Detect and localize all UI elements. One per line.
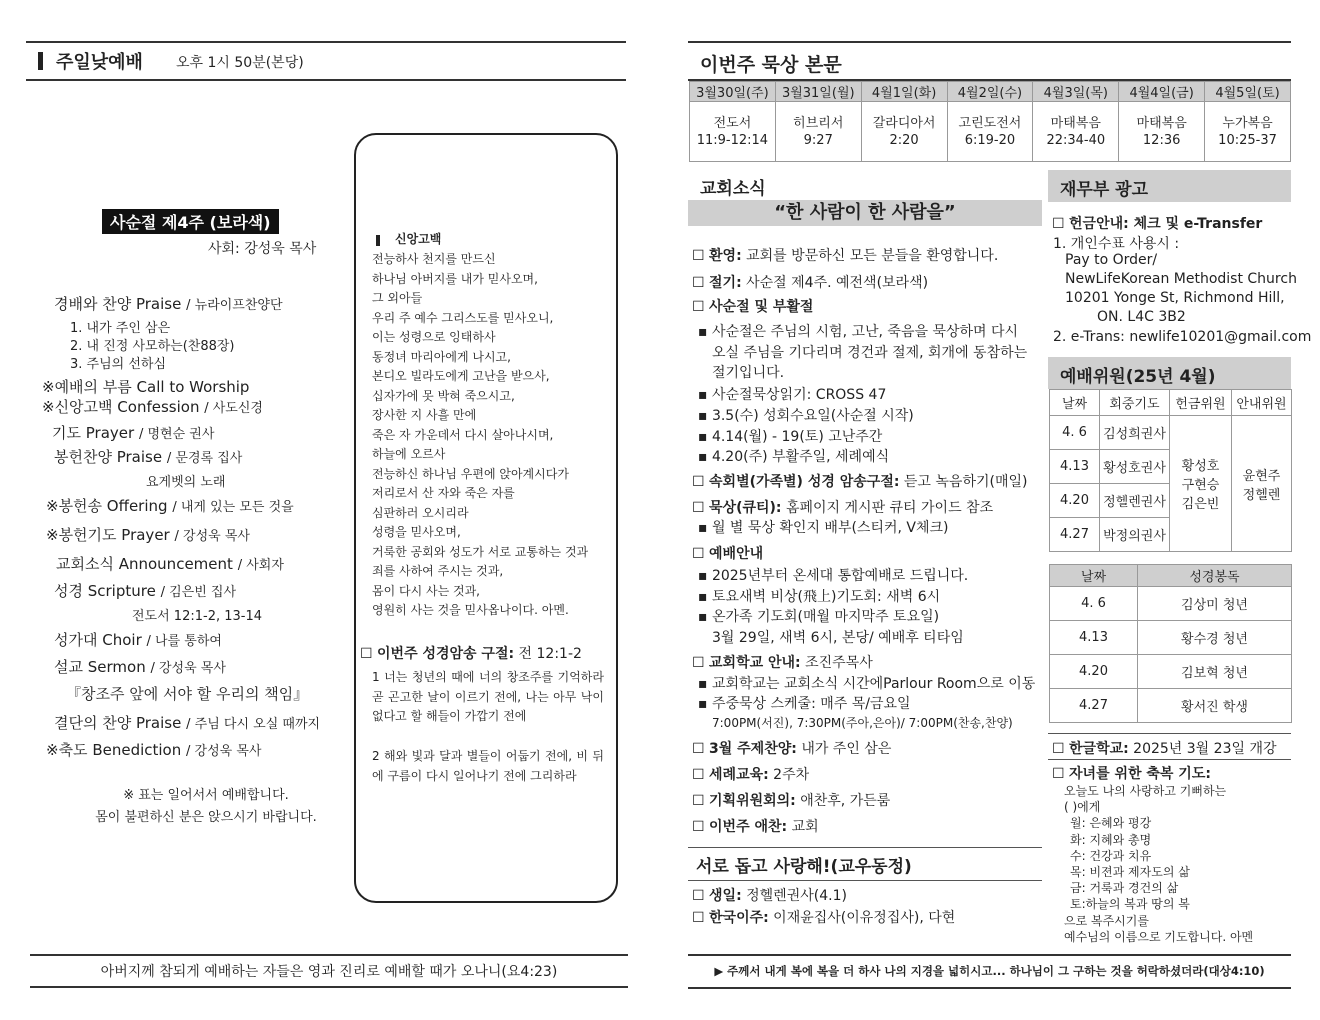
qt-item: ▪ 월 별 묵상 확인지 배부(스티커, V체크) bbox=[698, 520, 949, 536]
korean-rule bbox=[1048, 733, 1291, 734]
bless-text bbox=[1064, 783, 1288, 945]
order-benediction: ※축도 Benediction / 강성욱 목사 bbox=[46, 741, 262, 759]
devotion-day: 3월31일(월) bbox=[775, 82, 861, 102]
staff-head: 회중기도 bbox=[1100, 390, 1170, 416]
creed-line: 십자가에 못 박혀 죽으시고, bbox=[372, 388, 515, 403]
creed-line: 전능하사 천지를 만드신 bbox=[372, 252, 496, 266]
staff-date: 4. 6 bbox=[1050, 416, 1100, 450]
staff-prayer: 황성호권사 bbox=[1100, 450, 1170, 484]
memory-verse-2: 2 해와 빛과 달과 별들이 어둡기 전에, 비 뒤에 구름이 다시 일어나기 전에 그리하라 bbox=[372, 749, 604, 783]
news-cell: ☐ 속회별(가족별) 성경 암송구절: 듣고 녹음하기(매일) bbox=[692, 474, 1028, 490]
finance-line: 1. 개인수표 사용시 : bbox=[1053, 236, 1180, 252]
love-title: 서로 돕고 사랑해!(교우동정) bbox=[696, 857, 912, 877]
devotion-verse: 10:25-37 bbox=[1218, 132, 1277, 148]
bless-line: 으로 복주시기를 bbox=[1064, 913, 1149, 928]
reading-reader: 황서진 학생 bbox=[1138, 689, 1292, 723]
creed-line: 우리 주 예수 그리스도를 믿사오니, bbox=[372, 310, 554, 325]
creed-line: 장사한 지 사흘 만에 bbox=[372, 408, 477, 422]
devotion-passage bbox=[775, 102, 861, 162]
creed-text bbox=[372, 250, 612, 621]
creed-line: 성령을 믿사오며, bbox=[372, 525, 461, 539]
lent-item: ▪ 3.5(수) 성회수요일(사순절 시작) bbox=[698, 408, 914, 424]
finance-line: Pay to Order/ bbox=[1065, 252, 1158, 268]
order-offering: ※봉헌송 Offering / 내게 있는 모든 것을 bbox=[46, 497, 294, 515]
bless-line: 수: 건강과 치유 bbox=[1070, 848, 1152, 863]
creed-line: 죽은 자 가운데서 다시 살아나시며, bbox=[372, 427, 554, 442]
reading-date: 4. 6 bbox=[1050, 587, 1138, 621]
service-time: 오후 1시 50분(본당) bbox=[176, 55, 304, 71]
bless-line: 오늘도 나의 사랑하고 기뻐하는 bbox=[1064, 784, 1227, 798]
staff-head: 날짜 bbox=[1050, 390, 1100, 416]
left-footer: 아버지께 참되게 예배하는 자들은 영과 진리로 예배할 때가 오나니(요4:23) bbox=[100, 964, 558, 980]
creed-line: 전능하신 하나님 우편에 앉아계시다가 bbox=[372, 466, 569, 481]
reading-reader: 김보혁 청년 bbox=[1138, 655, 1292, 689]
finance-line: ON. L4C 3B2 bbox=[1097, 309, 1186, 325]
reading-head: 날짜 bbox=[1050, 565, 1138, 587]
staff-prayer: 정헬렌권사 bbox=[1100, 484, 1170, 518]
news-lent: ☐ 사순절 및 부활절 bbox=[692, 299, 814, 315]
devotion-verse: 11:9-12:14 bbox=[696, 132, 769, 148]
right-footer: ▶ 주께서 내게 복에 복을 더 하사 나의 지경을 넓히시고... 하나님이 그 구하는 것을 허락하셨더라(대상4:10) bbox=[714, 964, 1265, 978]
creed-title: 신앙고백 bbox=[395, 232, 442, 246]
news-baptism: ☐ 세례교육: 2주차 bbox=[692, 767, 810, 783]
bless-line: 예수님의 이름으로 기도합니다. 아멘 bbox=[1064, 929, 1254, 944]
title-rule bbox=[26, 79, 626, 81]
devotion-verse: 12:36 bbox=[1142, 132, 1181, 148]
devotion-verse: 6:19-20 bbox=[964, 132, 1016, 148]
praise-song: 2. 내 진정 사모하는(찬88장) bbox=[70, 339, 235, 354]
devotion-day: 4월4일(금) bbox=[1119, 82, 1205, 102]
worship-item: ▪ 토요새벽 비상(飛上)기도회: 새벽 6시 bbox=[698, 589, 941, 605]
order-choir: 성가대 Choir / 나를 통하여 bbox=[54, 631, 222, 649]
offering-cell: 황성호 구현승 김은빈 bbox=[1170, 416, 1232, 552]
staff-title: 예배위원(25년 4월) bbox=[1060, 367, 1216, 387]
order-confession: ※신앙고백 Confession / 사도신경 bbox=[42, 398, 263, 416]
footer-rule-bottom bbox=[30, 986, 628, 988]
bless-line: 목: 비젼과 제자도의 삶 bbox=[1070, 865, 1190, 880]
finance-offering: ☐ 헌금안내: 체크 및 e-Transfer bbox=[1052, 216, 1263, 232]
order-announcement: 교회소식 Announcement / 사회자 bbox=[56, 555, 284, 573]
order-call: ※예배의 부름 Call to Worship bbox=[42, 378, 250, 396]
lent-item-cont: 오실 주님을 기다리며 경건과 절제, 회개에 동참하는 bbox=[712, 345, 1028, 361]
devotion-passage bbox=[947, 102, 1033, 162]
reading-date: 4.27 bbox=[1050, 689, 1138, 723]
creed-line: 이는 성령으로 잉태하사 bbox=[372, 330, 496, 344]
school-item: ▪ 주중묵상 스케줄: 매주 목/금요일 bbox=[698, 696, 911, 712]
lent-item-cont: 절기입니다. bbox=[712, 365, 785, 381]
order-praise: 봉헌찬양 Praise / 문경록 집사 bbox=[54, 448, 243, 466]
news-season: ☐ 절기: 사순절 제4주. 예전색(보라색) bbox=[692, 275, 929, 291]
season-label: 사순절 제4주 (보라색) bbox=[102, 209, 279, 234]
news-planning: ☐ 기획위원회의: 애찬후, 가든룸 bbox=[692, 793, 891, 809]
bless-line: ( )에게 bbox=[1064, 800, 1101, 815]
news-qt: ☐ 묵상(큐티): 홈페이지 게시판 큐티 가이드 참조 bbox=[692, 500, 994, 516]
creed-line: 하늘에 오르사 bbox=[372, 447, 446, 461]
praise-song: 1. 내가 주인 삼은 bbox=[70, 321, 171, 336]
footer-rule-top bbox=[688, 954, 1291, 956]
creed-line: 하나님 아버지를 내가 믿사오며, bbox=[372, 271, 538, 286]
bless-line: 화: 지혜와 총명 bbox=[1070, 832, 1152, 847]
creed-line: 저리로서 산 자와 죽은 자를 bbox=[372, 486, 515, 500]
reading-head: 성경봉독 bbox=[1138, 565, 1292, 587]
usher-cell: 윤현주 정헬렌 bbox=[1232, 416, 1292, 552]
news-school: ☐ 교회학교 안내: 조진주목사 bbox=[692, 655, 873, 671]
bless-line: 토:하늘의 복과 땅의 복 bbox=[1070, 897, 1190, 912]
reading-table bbox=[1049, 564, 1292, 723]
creed-line: 본디오 빌라도에게 고난을 받으사, bbox=[372, 369, 550, 383]
creed-line: 영원히 사는 것을 믿사옵나이다. 아멘. bbox=[372, 603, 569, 617]
devotion-day: 3월30일(주) bbox=[690, 82, 776, 102]
devotion-book: 전도서 bbox=[713, 115, 752, 131]
devotion-verse: 22:34-40 bbox=[1046, 132, 1106, 148]
worship-item-cont: 3월 29일, 새벽 6시, 본당/ 예배후 티타임 bbox=[712, 630, 964, 646]
moving-korea: ☐ 한국이주: 이재윤집사(이유정집사), 다현 bbox=[692, 910, 956, 926]
devotion-table bbox=[689, 81, 1291, 162]
love-rule-bottom bbox=[688, 880, 1042, 881]
devotion-book: 히브리서 bbox=[793, 115, 844, 131]
reading-date: 4.20 bbox=[1050, 655, 1138, 689]
finance-line: NewLifeKorean Methodist Church bbox=[1065, 271, 1297, 287]
staff-table bbox=[1049, 389, 1292, 552]
order-prayer: 기도 Prayer / 명현순 권사 bbox=[52, 424, 215, 442]
devotion-passage bbox=[1205, 102, 1291, 162]
devotion-title: 이번주 묵상 본문 bbox=[700, 54, 842, 76]
sit-note: 몸이 불편하신 분은 앉으시기 바랍니다. bbox=[95, 810, 317, 825]
service-title: 주일낮예배 bbox=[56, 52, 143, 73]
staff-head: 헌금위원 bbox=[1170, 390, 1232, 416]
order-sermon: 설교 Sermon / 강성욱 목사 bbox=[54, 658, 226, 676]
creed-line: 심판하러 오시리라 bbox=[372, 505, 469, 520]
school-item-cont: 7:00PM(서진), 7:30PM(주아,은아)/ 7:00PM(찬송,찬양) bbox=[712, 716, 1013, 730]
creed-line: 죄를 사하여 주시는 것과, bbox=[372, 564, 504, 578]
lent-item: ▪ 사순절묵상읽기: CROSS 47 bbox=[698, 387, 887, 403]
love-rule-top bbox=[688, 847, 1042, 848]
praise-label: 경배와 찬양 Praise bbox=[54, 295, 182, 313]
korean-school: ☐ 한글학교: 2025년 3월 23일 개강 bbox=[1052, 741, 1277, 757]
finance-etransfer: 2. e-Trans: newlife10201@gmail.com bbox=[1053, 329, 1312, 345]
devotion-day: 4월2일(수) bbox=[947, 82, 1033, 102]
devotion-book: 고린도전서 bbox=[958, 115, 1022, 131]
birthday: ☐ 생일: 정헬렌권사(4.1) bbox=[692, 888, 847, 904]
presider: 사회: 강성욱 목사 bbox=[208, 241, 317, 257]
devotion-book: 마태복음 bbox=[1050, 115, 1101, 131]
devotion-day: 4월5일(토) bbox=[1205, 82, 1291, 102]
memory-verse-1: 1 너는 청년의 때에 너의 창조주를 기억하라 곧 곤고한 날이 이르기 전에, 나는 아무 낙이 없다고 할 해들이 가깝기 전에 bbox=[372, 670, 604, 723]
creed-line: 거룩한 공회와 성도가 서로 교통하는 것과 bbox=[372, 544, 589, 559]
staff-prayer: 김성희권사 bbox=[1100, 416, 1170, 450]
order-decision: 결단의 찬양 Praise / 주님 다시 오실 때까지 bbox=[54, 714, 321, 732]
news-meal: ☐ 이번주 애찬: 교회 bbox=[692, 819, 819, 835]
title-marker bbox=[38, 52, 43, 70]
worship-item: ▪ 2025년부터 온세대 통합예배로 드립니다. bbox=[698, 568, 969, 584]
scripture-ref: 전도서 12:1-2, 13-14 bbox=[132, 609, 263, 624]
news-title: 교회소식 bbox=[700, 179, 766, 199]
top-rule bbox=[26, 41, 626, 43]
praise-song: 3. 주님의 선하심 bbox=[70, 357, 167, 372]
bless-line: 월: 은혜와 평강 bbox=[1070, 816, 1152, 831]
devotion-verse: 2:20 bbox=[889, 132, 919, 148]
reading-reader: 황수경 청년 bbox=[1138, 621, 1292, 655]
lent-item: ▪ 사순절은 주님의 시험, 고난, 죽음을 묵상하며 다시 bbox=[698, 324, 1019, 340]
sermon-title: 『창조주 앞에 서야 할 우리의 책임』 bbox=[66, 685, 309, 703]
devotion-day: 4월3일(목) bbox=[1033, 82, 1119, 102]
devotion-verse: 9:27 bbox=[803, 132, 833, 148]
staff-head: 안내위원 bbox=[1232, 390, 1292, 416]
order-offering-prayer: ※봉헌기도 Prayer / 강성욱 목사 bbox=[46, 526, 250, 544]
creed-line: 몸이 다시 사는 것과, bbox=[372, 583, 480, 598]
order-scripture: 성경 Scripture / 김은빈 집사 bbox=[54, 582, 237, 600]
lent-item: ▪ 4.14(월) - 19(토) 고난주간 bbox=[698, 429, 883, 445]
devotion-passage bbox=[1119, 102, 1205, 162]
reading-date: 4.13 bbox=[1050, 621, 1138, 655]
devotion-passage bbox=[861, 102, 947, 162]
stand-note: ※ 표는 일어서서 예배합니다. bbox=[123, 788, 289, 803]
news-welcome: ☐ 환영: 교회를 방문하신 모든 분들을 환영합니다. bbox=[692, 248, 999, 264]
memory-verse-heading: ☐ 이번주 성경암송 구절: 전 12:1-2 bbox=[360, 646, 582, 662]
praise-team: / 뉴라이프찬양단 bbox=[186, 298, 283, 313]
reading-reader: 김상미 청년 bbox=[1138, 587, 1292, 621]
devotion-day: 4월1일(화) bbox=[861, 82, 947, 102]
devotion-book: 누가복음 bbox=[1222, 115, 1273, 131]
news-worship: ☐ 예배안내 bbox=[692, 546, 764, 562]
finance-title: 재무부 광고 bbox=[1060, 180, 1149, 200]
creed-line: 동정녀 마리아에게 나시고, bbox=[372, 349, 511, 364]
staff-date: 4.13 bbox=[1050, 450, 1100, 484]
school-item: ▪ 교회학교는 교회소식 시간에Parlour Room으로 이동 bbox=[698, 676, 1036, 692]
bless-title: ☐ 자녀를 위한 축복 기도: bbox=[1052, 766, 1211, 782]
staff-date: 4.20 bbox=[1050, 484, 1100, 518]
devotion-passage bbox=[1033, 102, 1119, 162]
top-rule bbox=[688, 41, 1291, 43]
news-banner: “한 사람이 한 사람을” bbox=[688, 200, 1042, 226]
devotion-passage bbox=[690, 102, 776, 162]
devotion-book: 마태복음 bbox=[1136, 115, 1187, 131]
bless-rule bbox=[1048, 759, 1291, 760]
praise-title bbox=[54, 293, 283, 314]
creed-marker bbox=[376, 235, 380, 246]
staff-prayer: 박정의권사 bbox=[1100, 518, 1170, 552]
bless-line: 금: 거룩과 경건의 삶 bbox=[1070, 881, 1179, 896]
order-song-title: 요게벳의 노래 bbox=[146, 475, 226, 490]
lent-item: ▪ 4.20(주) 부활주일, 세례예식 bbox=[698, 449, 890, 465]
footer-rule-bottom bbox=[688, 987, 1291, 989]
finance-line: 10201 Yonge St, Richmond Hill, bbox=[1065, 290, 1285, 306]
news-theme: ☐ 3월 주제찬양: 내가 주인 삼은 bbox=[692, 741, 892, 757]
devotion-book: 갈라디아서 bbox=[872, 115, 936, 131]
worship-item: ▪ 온가족 기도회(매월 마지막주 토요일) bbox=[698, 609, 940, 625]
staff-date: 4.27 bbox=[1050, 518, 1100, 552]
creed-line: 그 외아들 bbox=[372, 291, 423, 305]
footer-rule-top bbox=[30, 954, 628, 956]
